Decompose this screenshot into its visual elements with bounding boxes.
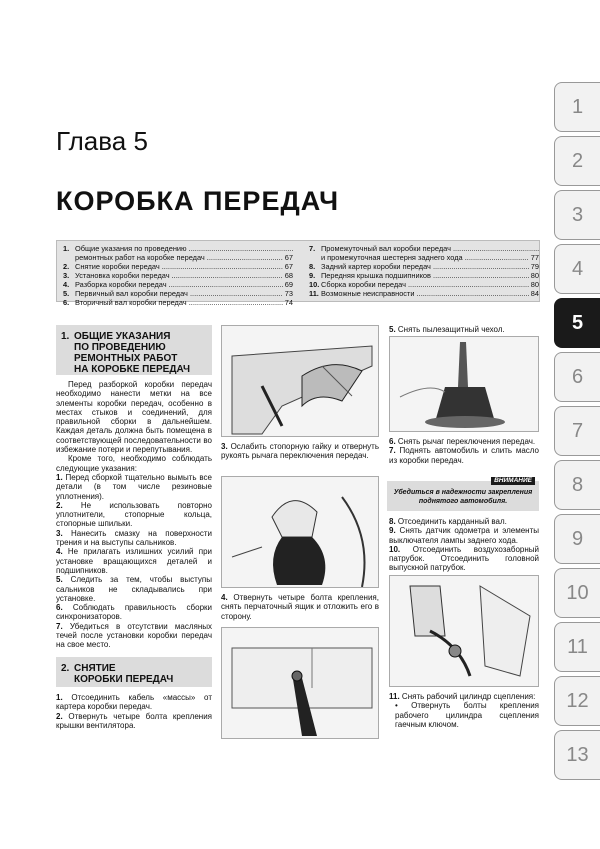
toc-entry[interactable]	[63, 289, 293, 298]
section-title-line: ПО ПРОВЕДЕНИЮ	[74, 342, 166, 353]
contents-left-column	[63, 244, 293, 307]
warning-text: Убедиться в надежности закрепления поднятого автомобиля.	[393, 489, 533, 505]
toc-page: 69	[284, 280, 293, 289]
toc-text: Сборка коробки передач .....	[321, 280, 529, 289]
toc-text: Установка коробки передач .....	[75, 271, 283, 280]
toc-text: ремонтных работ на коробке передач .....	[75, 253, 283, 262]
toc-entry[interactable]	[63, 280, 293, 289]
chapter-tab-5[interactable]: 5	[554, 298, 600, 348]
chapter-tab-10[interactable]: 10	[554, 568, 600, 618]
toc-text: Возможные неисправности .....	[321, 289, 529, 298]
chapter-tab-13[interactable]: 13	[554, 730, 600, 780]
photo-illustration	[222, 477, 378, 587]
list-item: 3. Нанесить смазку на поверхности трения и на выступы сальников.	[56, 528, 212, 548]
section-1-header	[56, 325, 212, 375]
toc-num: 6.	[63, 298, 70, 307]
contents-box	[56, 240, 540, 307]
toc-entry[interactable]	[309, 280, 539, 289]
chapter-tab-1[interactable]: 1	[554, 82, 600, 132]
paragraph: Перед разборкой коробки передач необходимо нанести метки на все элементы коробки передач, особенно в местах стыков и соединений, для правильной сборки в дальнейшем. Каждая деталь должна быть помещена в соответствующей последовательности во избежание потери и перепутывания.	[56, 380, 212, 455]
step-3-text: 3. Ослабить стопорную гайку и отвернуть рукоять рычага переключения передач.	[221, 442, 380, 461]
bullet-item: • Отвернуть болты крепления рабочего цилиндра сцепления гаечным ключом.	[395, 701, 539, 729]
section-title-line: КОРОБКИ ПЕРЕДАЧ	[74, 674, 174, 685]
toc-text: и промежуточная шестерня заднего хода .....	[321, 253, 529, 262]
toc-text: Задний картер коробки передач .....	[321, 262, 529, 271]
list-item: 4. Не прилагать излишних усилий при установке вращающихся деталей и подшипников.	[56, 547, 212, 575]
step-5-text: 5. Снять пылезащитный чехол.	[389, 325, 505, 334]
photo-gear-lever-boot	[221, 325, 379, 437]
list-item: 1. Отсоединить кабель «массы» от картера коробки передач.	[56, 693, 212, 712]
toc-page: 68	[284, 271, 293, 280]
toc-text: Вторичный вал коробки передач .....	[75, 298, 283, 307]
list-item: 2. Отвернуть четыре болта крепления крышки вентилятора.	[56, 711, 212, 730]
section-number: 1.	[61, 331, 70, 342]
toc-num: 11.	[309, 289, 319, 298]
toc-entry[interactable]	[309, 262, 539, 271]
toc-text: Общие указания по проведению .....	[75, 244, 293, 253]
photo-gear-lever	[389, 336, 539, 432]
chapter-tab-6[interactable]: 6	[554, 352, 600, 402]
toc-page: 80	[530, 271, 539, 280]
section-2-body	[56, 693, 212, 730]
toc-entry-cont[interactable]	[63, 253, 293, 262]
section-1-body	[56, 380, 212, 650]
step-4-text: 4. Отвернуть четыре болта крепления, снять перчаточный ящик и отложить его в сторону.	[221, 593, 379, 621]
section-title	[74, 663, 173, 685]
chapter-tab-12[interactable]: 12	[554, 676, 600, 726]
chapter-tab-9[interactable]: 9	[554, 514, 600, 564]
toc-page: 73	[284, 289, 293, 298]
toc-page: 84	[530, 289, 539, 298]
photo-glovebox-bolt	[221, 627, 379, 739]
toc-text: Первичный вал коробки передач .....	[75, 289, 283, 298]
section-number: 2.	[61, 663, 70, 674]
steps-6-7-text: 6. Снять рычаг переключения передач. 7. Поднять автомобиль и слить масло из коробки передач.	[389, 437, 540, 465]
list-item: 6. Соблюдать правильность сборки синхронизаторов.	[56, 603, 212, 622]
toc-page: 80	[530, 280, 539, 289]
toc-num: 2.	[63, 262, 70, 271]
toc-num: 7.	[309, 244, 316, 253]
chapter-label: Глава 5	[56, 126, 148, 156]
toc-page: 74	[284, 298, 293, 307]
photo-clutch-cylinder	[389, 575, 539, 687]
toc-entry[interactable]	[63, 298, 293, 307]
warning-box	[387, 477, 539, 511]
photo-gear-knob	[221, 476, 379, 588]
toc-text: Промежуточный вал коробки передач .....	[321, 244, 539, 253]
chapter-tab-4[interactable]: 4	[554, 244, 600, 294]
paragraph: Кроме того, необходимо соблюдать следующие указания:	[56, 454, 212, 473]
photo-illustration	[222, 628, 378, 738]
section-title-line: СНЯТИЕ	[74, 663, 116, 674]
toc-entry[interactable]	[63, 244, 293, 253]
chapter-tab-7[interactable]: 7	[554, 406, 600, 456]
toc-text: Передняя крышка подшипников .....	[321, 271, 529, 280]
chapter-title: КОРОБКА ПЕРЕДАЧ	[56, 186, 340, 216]
step-11-text: 11. Снять рабочий цилиндр сцепления: • Отвернуть болты крепления рабочего цилиндра сцепления гаечным ключом.	[389, 692, 539, 729]
toc-num: 1.	[63, 244, 70, 253]
chapter-tab-8[interactable]: 8	[554, 460, 600, 510]
section-title-line: РЕМОНТНЫХ РАБОТ	[74, 353, 178, 364]
toc-entry[interactable]	[63, 262, 293, 271]
toc-text: Разборка коробки передач .....	[75, 280, 283, 289]
toc-num: 3.	[63, 271, 70, 280]
toc-num: 4.	[63, 280, 70, 289]
chapter-tab-2[interactable]: 2	[554, 136, 600, 186]
steps-8-10-text: 8. Отсоединить карданный вал. 9. Снять датчик одометра и элементы выключателя лампы заднего хода. 10. Отсоединить воздухозаборный патрубок. Отсоединить головной выпускной патрубок.	[389, 517, 539, 573]
contents-right-column	[309, 244, 539, 298]
list-item: 7. Убедиться в отсутствии масляных течей после установки коробки передач на свое место.	[56, 621, 212, 650]
section-title-line: НА КОРОБКЕ ПЕРЕДАЧ	[74, 364, 190, 375]
list-item: 2. Не использовать повторно уплотнители, стопорные кольца, стопорные шпильки.	[56, 500, 212, 529]
toc-num: 10.	[309, 280, 320, 289]
toc-num: 9.	[309, 271, 316, 280]
photo-illustration	[222, 326, 378, 436]
section-title	[74, 331, 190, 375]
toc-num: 5.	[63, 289, 70, 298]
toc-entry[interactable]	[309, 289, 539, 298]
toc-entry[interactable]	[309, 244, 539, 253]
chapter-tab-3[interactable]: 3	[554, 190, 600, 240]
toc-page: 67	[284, 262, 293, 271]
toc-page: 77	[530, 253, 539, 262]
photo-illustration	[390, 337, 538, 431]
section-2-header	[56, 657, 212, 687]
section-title-line: ОБЩИЕ УКАЗАНИЯ	[74, 331, 171, 342]
toc-entry[interactable]	[63, 271, 293, 280]
chapter-tab-11[interactable]: 11	[554, 622, 600, 672]
toc-page: 67	[284, 253, 293, 262]
toc-page: 79	[530, 262, 539, 271]
toc-text: Снятие коробки передач .....	[75, 262, 283, 271]
photo-illustration	[390, 576, 538, 686]
toc-entry-cont[interactable]	[309, 253, 539, 262]
warning-label: ВНИМАНИЕ	[491, 477, 535, 485]
toc-num: 8.	[309, 262, 316, 271]
list-item: 1. Перед сборкой тщательно вымыть все детали (в том числе резиновые уплотнения).	[56, 472, 213, 501]
toc-entry[interactable]	[309, 271, 539, 280]
list-item: 5. Следить за тем, чтобы выступы сальников не складывались при установке.	[56, 575, 212, 603]
